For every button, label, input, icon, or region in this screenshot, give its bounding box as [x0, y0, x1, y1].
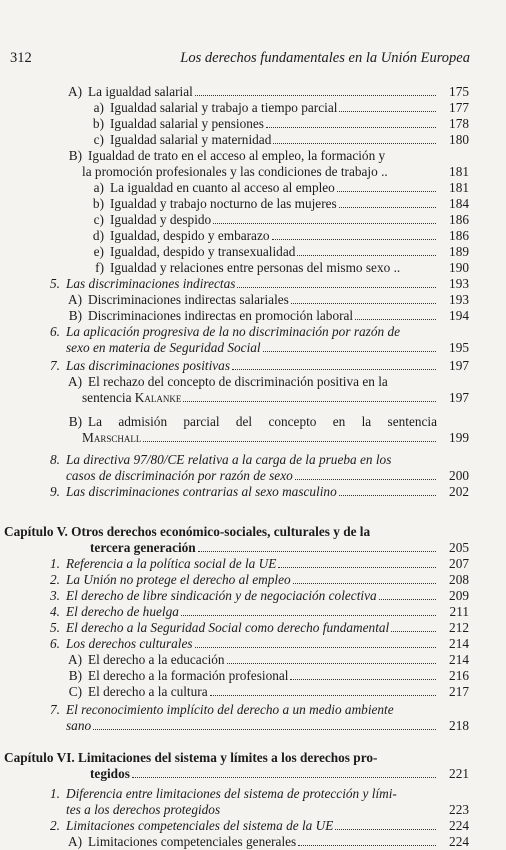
toc-entry: 7. El reconocimiento implícito del derecho a un medio ambiente sano 218	[50, 702, 469, 733]
toc-entry: B) La admisión parcial del concepto en la sentencia Marschall 199	[68, 414, 469, 445]
toc-entry: B) Igualdad de trato en el acceso al empleo, la formación y la promoción profesionales y las condiciones de trabajo .. 181	[68, 148, 469, 179]
toc-entry: 6. La aplicación progresiva de la no discriminación por razón de sexo en materia de Seguridad Social 195	[50, 324, 469, 355]
toc-entry: 5. El derecho a la Seguridad Social como derecho fundamental 212	[50, 620, 469, 635]
toc-entry: c) Igualdad y despido 186	[93, 212, 469, 227]
toc-entry: A) El rechazo del concepto de discriminación positiva en la sentencia Kalanke 197	[67, 374, 469, 405]
toc-entry: 5. Las discriminaciones indirectas 193	[50, 276, 469, 291]
toc-entry: 2. La Unión no protege el derecho al empleo 208	[50, 572, 469, 587]
toc-entry: a) La igualdad en cuanto al acceso al empleo 181	[93, 180, 469, 195]
page-number: 312	[10, 50, 32, 66]
toc-entry: 1. Diferencia entre limitaciones del sistema de protección y lími- tes a los derechos protegidos 223	[50, 786, 469, 817]
toc-entry: d) Igualdad, despido y embarazo 186	[92, 228, 469, 243]
toc-entry: A) El derecho a la educación 214	[67, 652, 469, 667]
toc-entry: b) Igualdad salarial y pensiones 178	[92, 116, 469, 131]
chapter-heading: Capítulo V. Otros derechos económico-sociales, culturales y de la tercera generación 205	[4, 524, 469, 555]
toc-entry: 6. Los derechos culturales 214	[50, 636, 469, 651]
chapter-heading: Capítulo VI. Limitaciones del sistema y límites a los derechos pro- tegidos 221	[4, 750, 469, 781]
running-title: Los derechos fundamentales en la Unión Europea	[180, 50, 470, 66]
toc-entry: A) Limitaciones competenciales generales 224	[67, 834, 469, 849]
toc-entry: 4. El derecho de huelga 211	[50, 604, 469, 619]
toc-entry: A) Discriminaciones indirectas salariales 193	[67, 292, 469, 307]
toc-entry: C) El derecho a la cultura 217	[68, 684, 469, 699]
toc-entry: 2. Limitaciones competenciales del sistema de la UE 224	[50, 818, 469, 833]
toc-entry: 8. La directiva 97/80/CE relativa a la carga de la prueba en los casos de discriminación por razón de sexo 200	[50, 452, 469, 483]
toc-entry: 1. Referencia a la política social de la UE 207	[50, 556, 469, 571]
toc-entry: a) Igualdad salarial y trabajo a tiempo parcial 177	[93, 100, 469, 115]
toc-entry: 9. Las discriminaciones contrarias al sexo masculino 202	[50, 484, 469, 499]
toc-entry: 7. Las discriminaciones positivas 197	[50, 358, 469, 373]
toc-entry: A) La igualdad salarial 175	[67, 84, 469, 99]
toc-entry: 3. El derecho de libre sindicación y de negociación colectiva 209	[50, 588, 469, 603]
toc-entry: f) Igualdad y relaciones entre personas del mismo sexo .. 190	[95, 260, 469, 275]
toc-entry: b) Igualdad y trabajo nocturno de las mujeres 184	[92, 196, 469, 211]
toc-entry: c) Igualdad salarial y maternidad 180	[93, 132, 469, 147]
toc-entry: B) Discriminaciones indirectas en promoción laboral 194	[68, 308, 469, 323]
toc-entry: e) Igualdad, despido y transexualidad 189	[93, 244, 469, 259]
toc-entry: B) El derecho a la formación profesional 216	[68, 668, 469, 683]
